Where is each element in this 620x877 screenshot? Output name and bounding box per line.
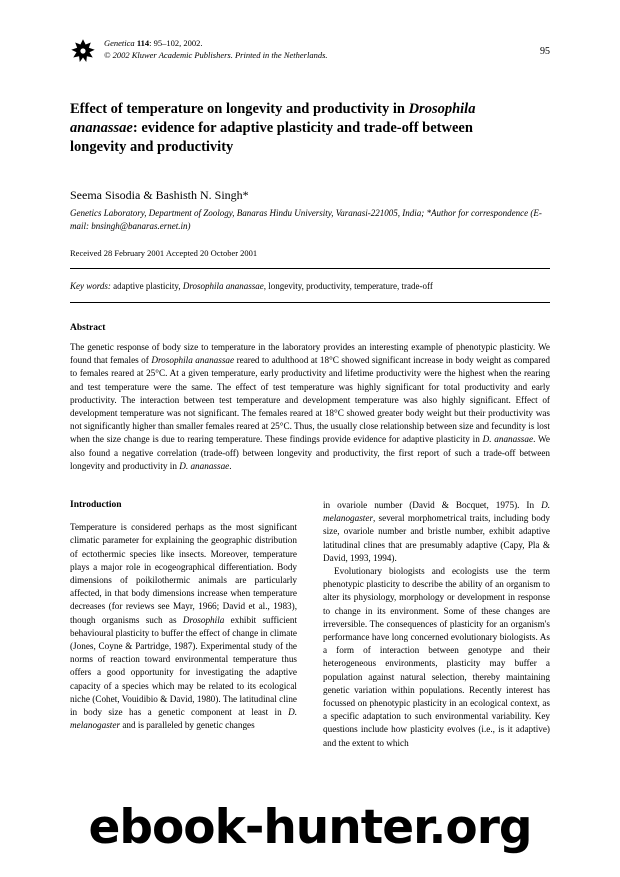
title-segment-3: longevity and productivity <box>70 139 234 155</box>
title-italic-2: ananassae <box>70 120 133 136</box>
journal-citation <box>104 36 328 61</box>
right-p1-italic: D. melanogaster <box>323 500 550 524</box>
title-segment-2: : evidence for adaptive plasticity and trade-off between <box>132 120 473 136</box>
column-right <box>323 499 550 750</box>
left-p1-segment-1: Temperature is considered perhaps as the most significant climatic parameter for explaining the geographic distribution of ectothermic species like insects. Moreover, temperature plays a major role in ecogeographical differentiation. Body dimensions of poikilothermic animals are particularly affected, in that body dimensions increase when temperature decreases (for reviews see Mayr, 1966; David et al., 1983), though organisms such as <box>70 522 297 625</box>
publisher-logo-icon <box>70 38 96 64</box>
abstract-italic-3: D. ananassae <box>179 460 230 471</box>
abstract-segment-2: reared to adulthood at 18°C showed significant increase in body weight as compared to females reared at 25°C. At a given temperature, early productivity and lifetime productivity were the highest when the rearing and test temperature were the same. The effect of test temperature was highly significant for total productivity and early productivity. The interaction between test temperature and development temperature was also highly significant. Effect of development temperature was not significant. The females reared at 18°C showed greater body weight but their productivity was not significantly higher than smaller females reared at 25°C. Thus, the usually close relationship between size and fecundity is lost when the size change is due to rearing temperature. These findings provide evidence for adaptive plasticity in <box>70 355 550 445</box>
page-content <box>70 36 550 750</box>
abstract-segment-3: . We also found a negative correlation (trade-off) between longevity and productivity, the first report of such a trade-off between longevity and productivity in <box>70 434 550 471</box>
abstract-heading: Abstract <box>70 323 106 333</box>
paragraph <box>70 521 297 732</box>
abstract-text <box>70 341 550 473</box>
keywords-divider <box>70 302 550 303</box>
header-left <box>70 36 328 64</box>
abstract-italic-1: Drosophila ananassae <box>151 355 235 366</box>
header-divider <box>70 268 550 269</box>
paragraph <box>323 499 550 565</box>
page-header <box>70 36 550 64</box>
abstract-segment-1: The genetic response of body size to temperature in the laboratory provides an interesting example of phenotypic plasticity. We found that females of <box>70 342 550 366</box>
left-p1-italic-1: Drosophila <box>182 614 225 625</box>
right-p1-segment-1: in ovariole number (David & Bocquet, 1975). In <box>323 500 542 511</box>
body-columns <box>70 499 550 750</box>
keywords-italic: Drosophila ananassae <box>182 281 264 291</box>
copyright-line: © 2002 Kluwer Academic Publishers. Printed in the Netherlands. <box>104 49 328 60</box>
watermark-text: ebook-hunter.org <box>88 800 532 855</box>
keywords-label: Key words: <box>70 281 111 291</box>
journal-name: Genetica <box>104 38 135 48</box>
section-heading-introduction: Introduction <box>70 500 122 511</box>
received-accepted-dates: Received 28 February 2001 Accepted 20 October 2001 <box>70 248 258 258</box>
column-left <box>70 499 297 750</box>
left-p1-segment-2: exhibit sufficient behavioural plasticity to buffer the effect of change in climate (Jones, Coyne & Partridge, 1987). Experimental study of the norms of reaction toward environmental temperature thus offers a good opportunity for investigating the adaptive capacity of a species which may be related to its ecological niche (Cohet, Vouidibio & David, 1980). The latitudinal cline in body size has a genetic component at least in <box>70 614 298 718</box>
paragraph: Evolutionary biologists and ecologists use the term phenotypic plasticity to describe the ability of an organism to alter its physiology, morphology or development in response to change in its environment. Some of these changes are irreversible. The consequences of plasticity for an organism's performance have long concerned evolutionary biologists. As a form of interaction between genotype and their heterogeneous environments, plasticity may buffer a population against natural selection, thereby maintaining genetic variation within populations. Recently interest has focussed on phenotypic plasticity in an ecological context, as a specific adaptation to such environmental variability. Key questions include how plasticity evolves (i.e., is it adaptive) and the extent to which <box>323 566 550 748</box>
journal-pages: : 95–102, 2002. <box>149 38 203 48</box>
title-italic-1: Drosophila <box>408 101 476 117</box>
author-list: Seema Sisodia & Bashisth N. Singh* <box>70 188 249 202</box>
left-p1-segment-3: and is paralleled by genetic changes <box>120 720 255 731</box>
page-number: 95 <box>540 46 550 57</box>
title-segment-1: Effect of temperature on longevity and productivity in <box>70 101 409 117</box>
right-p1-segment-2: , several morphometrical traits, including body size, ovariole number and bristle number, exhibit adaptive latitudinal clines that are presumably adaptive (Capy, Pla & David, 1993, 1994). <box>323 513 550 563</box>
keywords <box>70 280 550 292</box>
abstract-italic-2: D. ananassae <box>482 434 534 445</box>
keywords-text-2: , longevity, productivity, temperature, trade-off <box>263 281 433 291</box>
keywords-text-1: adaptive plasticity, <box>110 281 183 291</box>
abstract-segment-4: . <box>229 460 232 471</box>
author-affiliation: Genetics Laboratory, Department of Zoology, Banaras Hindu University, Varanasi-221005, India; *Author for correspondence (E-mail: bnsingh@banaras.ernet.in) <box>70 208 542 231</box>
left-p1-italic-2: D. melanogaster <box>70 707 297 731</box>
journal-volume: 114 <box>136 38 150 48</box>
article-title <box>70 100 550 157</box>
